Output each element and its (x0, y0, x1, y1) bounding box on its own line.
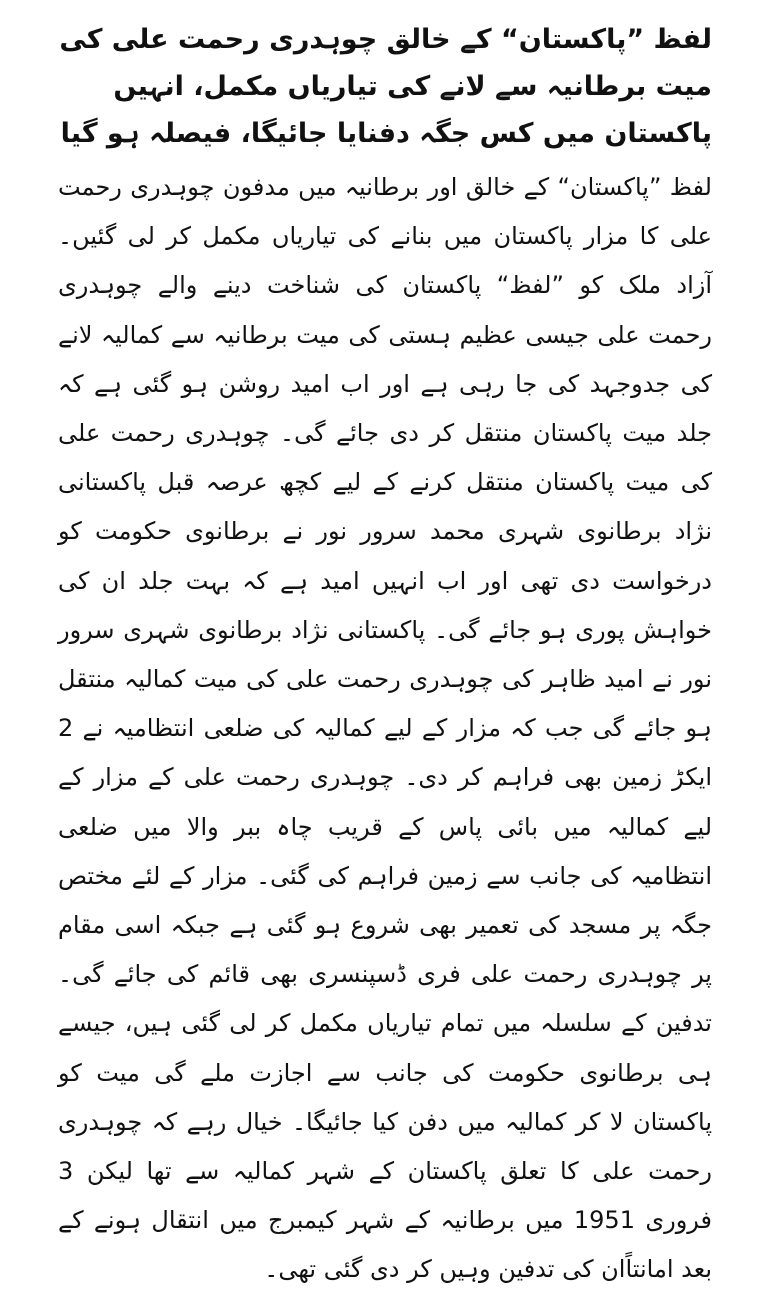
news-article (58, 0, 712, 1295)
article-headline: لفظ ”پاکستان“ کے خالق چوہدری رحمت علی کی میت برطانیہ سے لانے کی تیاریاں مکمل، انہیں پاکستان میں کس جگہ دفنایا جائیگا، فیصلہ ہو گیا (59, 24, 712, 149)
article-body: لفظ ”پاکستان“ کے خالق اور برطانیہ میں مدفون چوہدری رحمت علی کا مزار پاکستان میں بنانے کی تیاریاں مکمل کر لی گئیں۔ آزاد ملک کو ”لفظ“ پاکستان کی شناخت دینے والے چوہدری رحمت علی جیسی عظیم ہستی کی میت برطانیہ سے کمالیہ لانے کی جدوجہد کی جا رہی ہے اور اب امید روشن ہو گئی ہے کہ جلد میت پاکستان منتقل کر دی جائے گی۔ چوہدری رحمت علی کی میت پاکستان منتقل کرنے کے لیے کچھ عرصہ قبل پاکستانی نژاد برطانوی شہری محمد سرور نور نے برطانوی حکومت کو درخواست دی تھی اور اب انہیں امید ہے کہ بہت جلد ان کی خواہش پوری ہو جائے گی۔ پاکستانی نژاد برطانوی شہری سرور نور نے امید ظاہر کی چوہدری رحمت علی کی میت کمالیہ منتقل ہو جائے گی جب کہ مزار کے لیے کمالیہ کی ضلعی انتظامیہ نے 2 ایکڑ زمین بھی فراہم کر دی۔ چوہدری رحمت علی کے مزار کے لیے کمالیہ میں بائی پاس کے قریب چاہ ببر والا میں ضلعی انتظامیہ کی جانب سے زمین فراہم کی گئی۔ مزار کے لئے مختص جگہ پر مسجد کی تعمیر بھی شروع ہو گئی ہے جبکہ اسی مقام پر چوہدری رحمت علی فری ڈسپنسری بھی قائم کی جائے گی۔ تدفین کے سلسلہ میں تمام تیاریاں مکمل کر لی گئی ہیں، جیسے ہی برطانوی حکومت کی جانب سے اجازت ملے گی میت کو پاکستان لا کر کمالیہ میں دفن کیا جائیگا۔ خیال رہے کہ چوہدری رحمت علی کا تعلق پاکستان کے شہر کمالیہ سے تھا لیکن 3 فروری 1951 میں برطانیہ کے شہر کیمبرج میں انتقال ہونے کے بعد امانتاًان کی تدفین وہیں کر دی گئی تھی۔ (58, 173, 713, 1284)
